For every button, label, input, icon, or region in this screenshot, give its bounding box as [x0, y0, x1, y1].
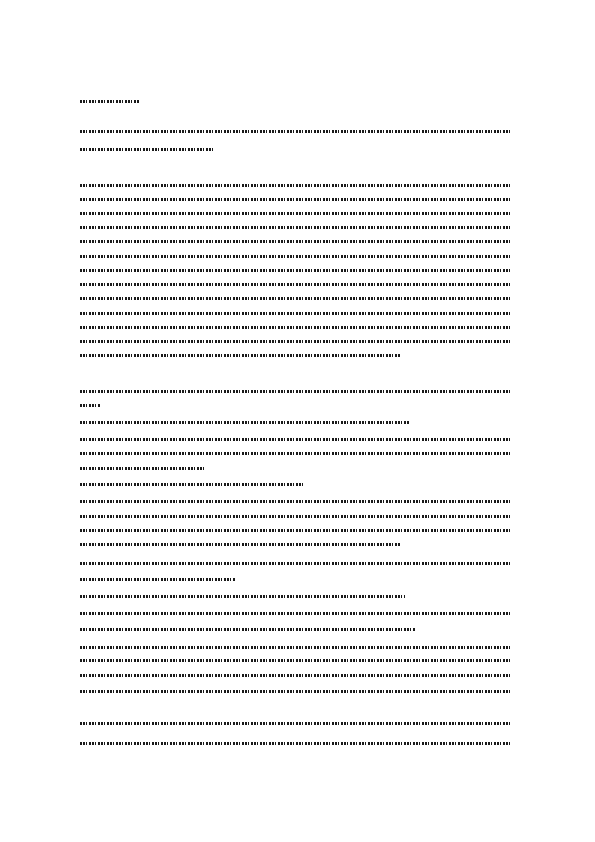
text-line — [80, 467, 205, 470]
text-line — [80, 500, 510, 503]
text-line — [80, 100, 140, 103]
text-line — [80, 226, 510, 229]
text-line — [80, 659, 510, 662]
text-line — [80, 646, 510, 649]
text-line — [80, 198, 510, 201]
text-line — [80, 354, 400, 357]
text-line — [80, 690, 510, 693]
text-line — [80, 269, 510, 272]
text-line — [80, 255, 510, 258]
text-line — [80, 421, 410, 424]
text-line — [80, 452, 510, 455]
text-line — [80, 438, 510, 441]
text-line — [80, 529, 510, 532]
text-line — [80, 628, 415, 631]
text-line — [80, 612, 510, 615]
text-line — [80, 483, 305, 486]
text-line — [80, 184, 510, 187]
text-line — [80, 297, 510, 300]
text-line — [80, 722, 510, 725]
text-line — [80, 240, 510, 243]
text-line — [80, 340, 510, 343]
text-line — [80, 283, 510, 286]
text-line — [80, 674, 510, 677]
text-line — [80, 578, 235, 581]
text-line — [80, 742, 510, 745]
text-line — [80, 312, 510, 315]
text-line — [80, 404, 100, 407]
text-line — [80, 130, 510, 133]
text-line — [80, 148, 215, 151]
text-line — [80, 326, 510, 329]
text-line — [80, 515, 510, 518]
text-line — [80, 595, 405, 598]
text-line — [80, 562, 510, 565]
text-line — [80, 212, 510, 215]
text-line — [80, 390, 510, 393]
text-line — [80, 543, 400, 546]
